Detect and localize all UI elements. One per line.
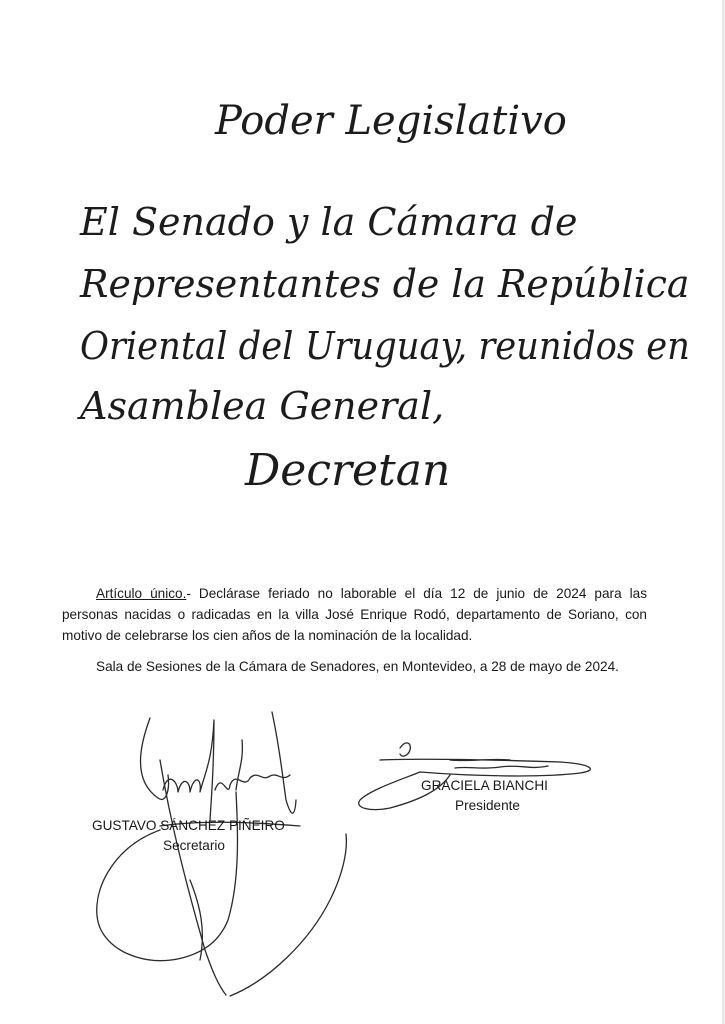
president-role: Presidente [455,798,520,813]
secretary-signature-stroke-3 [215,775,290,790]
closing-text: Sala de Sesiones de la Cámara de Senadores, en Montevideo, a 28 de mayo de 2024. [96,659,619,674]
preamble-line-1: El Senado y la Cámara de [80,200,578,244]
secretary-name: GUSTAVO SÁNCHEZ PIÑEIRO [92,818,285,833]
secretary-signature-stroke-4 [272,712,296,813]
secretary-role: Secretario [163,838,225,853]
page-title: Poder Legislativo [215,98,567,144]
article-label: Artículo único. [96,586,187,601]
preamble-line-2: Representantes de la República [80,262,690,306]
president-name: GRACIELA BIANCHI [421,778,548,793]
secretary-signature-stroke-2 [163,720,214,820]
secretary-signature-stroke-5 [236,740,242,790]
decree-word: Decretan [245,445,451,496]
president-signature-stroke-1 [400,743,410,756]
president-signature-stroke-4 [455,766,548,768]
article-text: - Declárase feriado no laborable el día 12 de junio de 2024 para las personas nacidas o radicadas en la villa José Enrique Rodó, departamento de Soriano, con motivo de celebrarse los cien años de la nominación de la localidad. [62,586,647,643]
preamble-line-4: Asamblea General, [80,384,445,428]
preamble-line-3: Oriental del Uruguay, reunidos en [80,324,690,368]
secretary-signature-stroke-8 [230,834,346,996]
